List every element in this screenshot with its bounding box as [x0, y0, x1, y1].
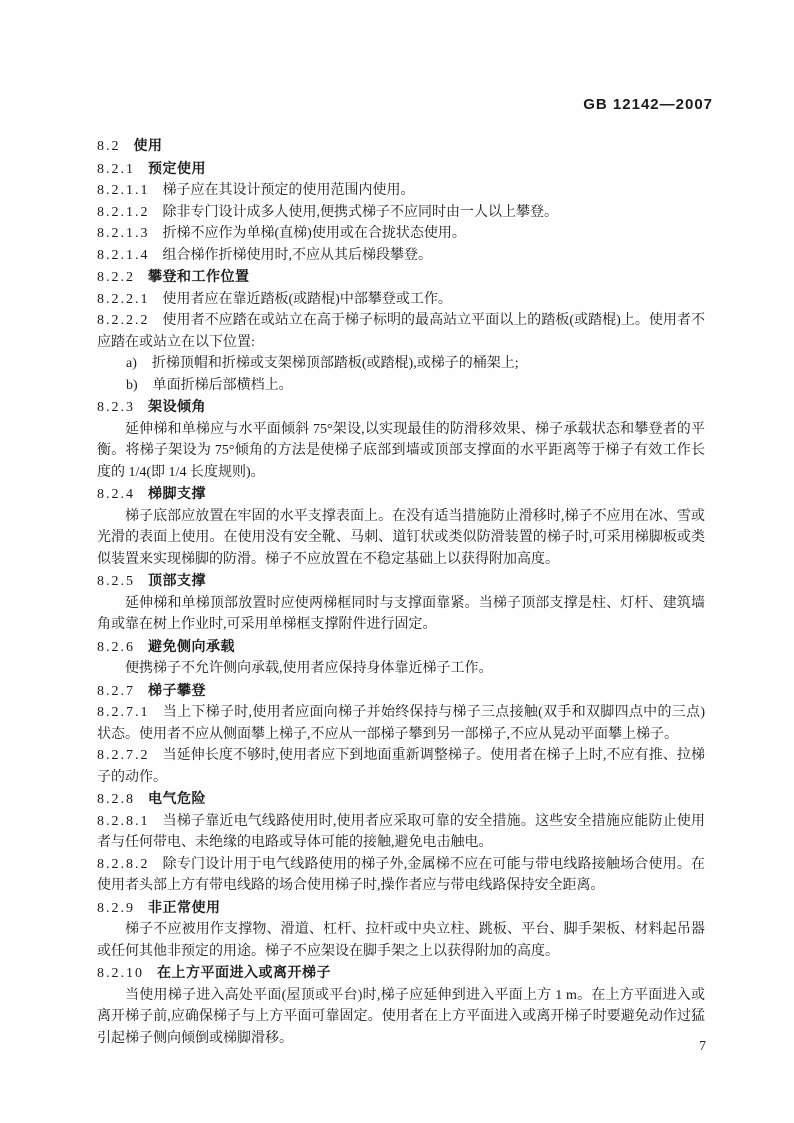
- clause-number: 8.2.6: [97, 639, 135, 655]
- clause: [97, 180, 705, 202]
- paragraph: 梯子底部应放置在牢固的水平支撑表面上。在没有适当措施防止滑移时,梯子不应用在冰、雪或光滑的表面上使用。在使用没有安全靴、马刺、道钉状或类似防滑装置的梯子时,可采用梯脚板或类似装置来实现梯脚的防滑。梯子不应放置在不稳定基础上以获得附加高度。: [97, 508, 705, 567]
- clause: [97, 289, 705, 311]
- paragraph: 梯子不应被用作支撑物、滑道、杠杆、拉杆或中央立柱、跳板、平台、脚手架板、材料起吊器或任何其他非预定的用途。梯子不应架设在脚手架之上以获得附加的高度。: [97, 922, 705, 959]
- section-title: 使用: [133, 137, 163, 153]
- clause: [97, 702, 705, 745]
- clause: [97, 745, 705, 788]
- clause-text: 当延伸长度不够时,使用者应下到地面重新调整梯子。使用者在梯子上时,不应有推、拉梯子的动作。: [97, 748, 705, 785]
- section-heading: [97, 788, 705, 811]
- clause-text: 使用者应在靠近踏板(或踏棍)中部攀登或工作。: [162, 291, 452, 307]
- clause-number: 8.2.7.1: [97, 705, 150, 720]
- clause-number: 8.2.7.2: [97, 748, 150, 763]
- clause-number: 8.2.9: [97, 900, 135, 916]
- clause-number: 8.2.10: [97, 966, 144, 981]
- clause-text: 组合梯作折梯使用时,不应从其后梯段攀登。: [162, 247, 432, 263]
- section-heading: [97, 897, 705, 920]
- clause: [97, 223, 705, 245]
- clause-number: 8.2.7: [97, 683, 135, 699]
- clause-text: 梯子应在其设计预定的使用范围内使用。: [162, 183, 415, 198]
- section-heading: [97, 396, 705, 419]
- clause: [97, 811, 705, 854]
- clause-number: 8.2.2.2: [97, 313, 150, 328]
- list-marker: b): [126, 377, 138, 393]
- section-title: 梯脚支撑: [148, 485, 206, 501]
- section-heading: [97, 266, 705, 289]
- section-heading: [97, 158, 705, 181]
- paragraph: 延伸梯和单梯顶部放置时应使两梯框同时与支撑面靠紧。当梯子顶部支撑是柱、灯杆、建筑墙角或靠在树上作业时,可采用单梯框支撑附件进行固定。: [97, 595, 705, 632]
- list-item: [97, 375, 705, 397]
- section-title: 避免侧向承载: [148, 637, 235, 654]
- section-title: 非正常使用: [148, 898, 221, 915]
- section-heading: [97, 680, 705, 703]
- clause: [97, 202, 705, 224]
- clause: [97, 245, 705, 267]
- clause-number: 8.2.1: [97, 161, 135, 177]
- section-title: 预定使用: [148, 159, 206, 176]
- section-title: 电气危险: [148, 790, 206, 806]
- clause-number: 8.2.3: [97, 400, 135, 415]
- clause: [97, 310, 705, 353]
- clause-number: 8.2.4: [97, 487, 135, 502]
- clause-text: 使用者不应踏在或站立在高于梯子标明的最高站立平面以上的踏板(或踏棍)上。使用者不应踏在或站立在以下位置:: [97, 313, 705, 350]
- document-body: [97, 135, 705, 1049]
- section-heading: [97, 135, 705, 158]
- section-title: 在上方平面进入或离开梯子: [157, 964, 331, 980]
- clause-text: 当上下梯子时,使用者应面向梯子并始终保持与梯子三点接触(双手和双脚四点中的三点)状态。使用者不应从侧面攀上梯子,不应从一部梯子攀到另一部梯子,不应从晃动平面攀上梯子。: [97, 705, 705, 742]
- clause-number: 8.2.1.4: [97, 247, 150, 263]
- clause-number: 8.2.5: [97, 574, 135, 589]
- clause-text: 除专门设计用于电气线路使用的梯子外,金属梯不应在可能与带电线路接触场合使用。在使用者头部上方有带电线路的场合使用梯子时,操作者应与带电线路保持安全距离。: [97, 856, 705, 893]
- clause-text: 除非专门设计成多人使用,便携式梯子不应同时由一人以上攀登。: [162, 204, 558, 220]
- list-item-text: 单面折梯后部横档上。: [152, 377, 293, 393]
- section-title: 梯子攀登: [148, 681, 206, 698]
- list-marker: a): [126, 356, 137, 371]
- page-number: 7: [699, 1038, 706, 1053]
- paragraph: 便携梯子不允许侧向承载,使用者应保持身体靠近梯子工作。: [125, 661, 493, 676]
- section-title: 攀登和工作位置: [148, 268, 250, 284]
- clause-text: 当梯子靠近电气线路使用时,使用者应采取可靠的安全措施。这些安全措施应能防止使用者与任何带电、未绝缘的电路或导体可能的接触,避免电击触电。: [97, 813, 705, 850]
- paragraph: 当使用梯子进入高处平面(屋顶或平台)时,梯子应延伸到进入平面上方 1 m。在上方平面进入或离开梯子前,应确保梯子与上方平面可靠固定。使用者在上方平面进入或离开梯子时要避免动作过猛引起梯子侧向倾倒或梯脚滑移。: [97, 987, 705, 1046]
- section-heading: [97, 962, 705, 985]
- section-title: 架设倾角: [148, 398, 206, 414]
- clause-number: 8.2.2.1: [97, 291, 150, 307]
- clause-number: 8.2.1.1: [97, 183, 150, 198]
- clause-number: 8.2.1.3: [97, 226, 150, 241]
- paragraph: 延伸梯和单梯应与水平面倾斜 75°架设,以实现最佳的防滑移效果、梯子承载状态和攀登者的平衡。将梯子架设为 75°倾角的方法是使梯子底部到墙或顶部支撑面的水平距离等于梯子有效工作长度的 1/4(即 1/4 长度规则)。: [97, 421, 705, 480]
- section-title: 顶部支撑: [148, 572, 206, 588]
- clause-number: 8.2.2: [97, 270, 135, 285]
- clause-number: 8.2.8: [97, 792, 135, 807]
- standard-number: GB 12142—2007: [583, 96, 713, 113]
- section-heading: [97, 483, 705, 506]
- clause-number: 8.2.8.2: [97, 856, 150, 872]
- clause-text: 折梯不应作为单梯(直梯)使用或在合拢状态使用。: [162, 226, 466, 241]
- clause-number: 8.2.8.1: [97, 813, 150, 829]
- section-heading: [97, 636, 705, 659]
- section-heading: [97, 570, 705, 593]
- list-item-text: 折梯顶帽和折梯或支架梯顶部踏板(或踏棍),或梯子的桶架上;: [151, 356, 519, 371]
- clause-number: 8.2: [97, 139, 121, 154]
- clause-number: 8.2.1.2: [97, 204, 150, 220]
- clause: [97, 854, 705, 897]
- list-item: [97, 353, 705, 375]
